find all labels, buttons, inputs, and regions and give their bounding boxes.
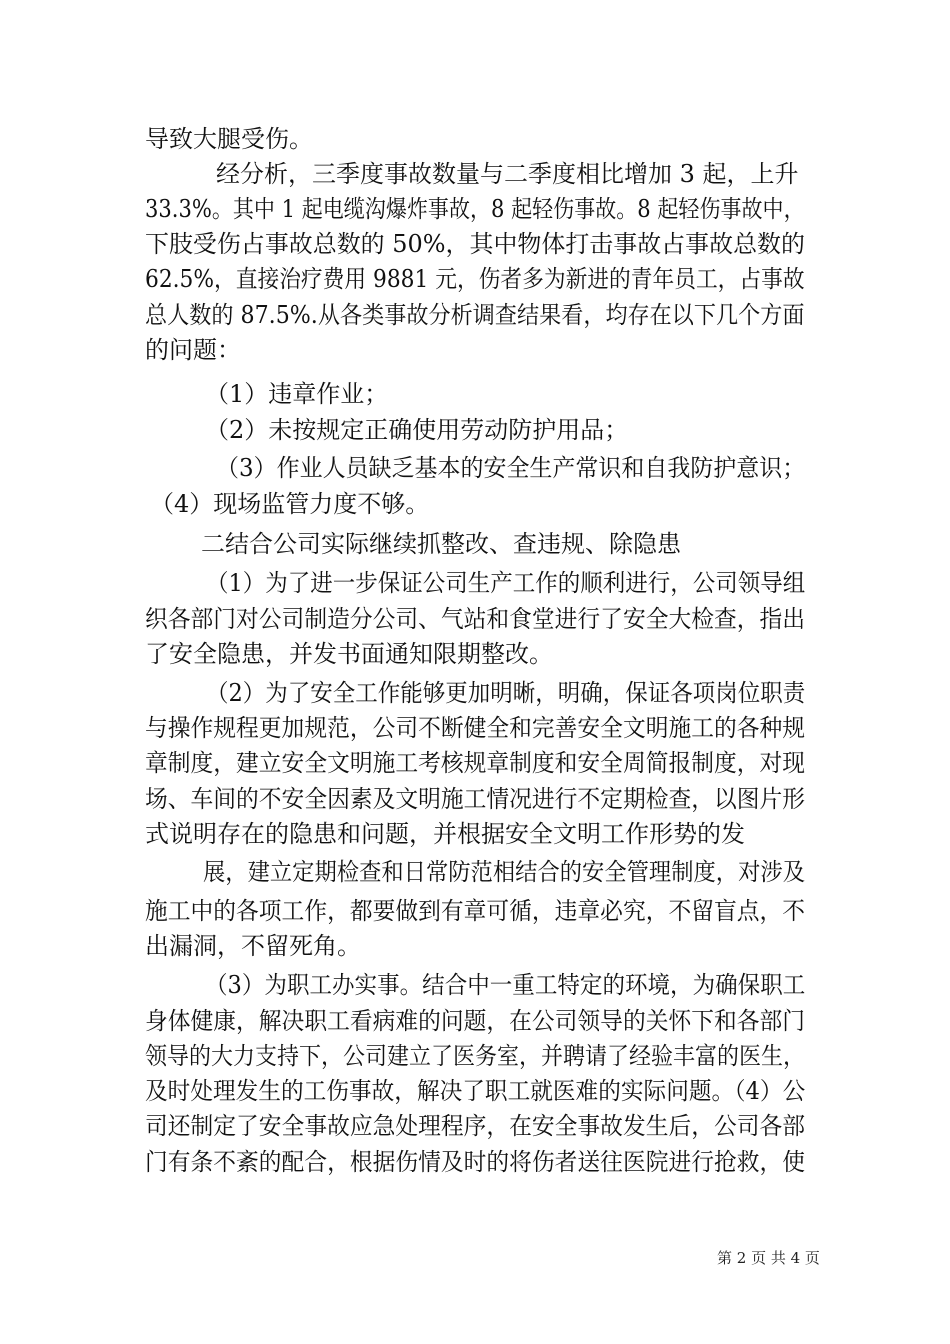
text-line: 经分析，三季度事故数量与二季度相比增加 3 起，上升 bbox=[216, 160, 799, 188]
list-item: （1）违章作业； bbox=[205, 380, 389, 408]
page-number: 第 2 页 共 4 页 bbox=[717, 1249, 820, 1267]
text-line: 总人数的 87.5%.从各类事故分析调查结果看，均存在以下几个方面 bbox=[145, 301, 805, 329]
text-line: 导致大腿受伤。 bbox=[145, 125, 313, 153]
text-line: 施工中的各项工作，都要做到有章可循，违章必究，不留盲点，不 bbox=[145, 897, 806, 925]
text-line: （2）为了安全工作能够更加明晰，明确，保证各项岗位职责 bbox=[206, 679, 806, 707]
text-line: 的问题： bbox=[145, 336, 241, 364]
text-line: 及时处理发生的工伤事故，解决了职工就医难的实际问题。（4）公 bbox=[145, 1077, 806, 1105]
text-line: （1）为了进一步保证公司生产工作的顺利进行，公司领导组 bbox=[206, 569, 806, 597]
text-line: 门有条不紊的配合，根据伤情及时的将伤者送往医院进行抢救，使 bbox=[145, 1148, 806, 1176]
text-line: 33.3%。其中 1 起电缆沟爆炸事故，8 起轻伤事故。8 起轻伤事故中， bbox=[145, 195, 805, 223]
text-line: 展，建立定期检查和日常防范相结合的安全管理制度，对涉及 bbox=[203, 858, 805, 886]
text-line: 出漏洞，不留死角。 bbox=[145, 932, 361, 960]
section-heading: 二结合公司实际继续抓整改、查违规、除隐患 bbox=[201, 530, 681, 558]
list-item: （4）现场监管力度不够。 bbox=[150, 490, 430, 518]
text-line: 司还制定了安全事故应急处理程序，在安全事故发生后，公司各部 bbox=[145, 1112, 806, 1140]
text-line: 身体健康，解决职工看病难的问题，在公司领导的关怀下和各部门 bbox=[145, 1007, 806, 1035]
text-line: 织各部门对公司制造分公司、气站和食堂进行了安全大检查，指出 bbox=[145, 605, 806, 633]
text-line: 了安全隐患，并发书面通知限期整改。 bbox=[145, 640, 553, 668]
text-line: 场、车间的不安全因素及文明施工情况进行不定期检查，以图片形 bbox=[145, 785, 806, 813]
text-line: 与操作规程更加规范，公司不断健全和完善安全文明施工的各种规 bbox=[145, 714, 806, 742]
list-item: （3）作业人员缺乏基本的安全生产常识和自我防护意识； bbox=[216, 454, 806, 482]
text-line: 章制度，建立安全文明施工考核规章制度和安全周简报制度，对现 bbox=[145, 749, 806, 777]
text-line: 62.5%，直接治疗费用 9881 元，伤者多为新进的青年员工，占事故 bbox=[145, 265, 805, 293]
text-line: 式说明存在的隐患和问题，并根据安全文明工作形势的发 bbox=[145, 820, 745, 848]
list-item: （2）未按规定正确使用劳动防护用品； bbox=[205, 416, 629, 444]
text-line: （3）为职工办实事。结合中一重工特定的环境，为确保职工 bbox=[205, 971, 806, 999]
text-line: 下肢受伤占事故总数的 50%，其中物体打击事故占事故总数的 bbox=[145, 230, 805, 258]
text-line: 领导的大力支持下，公司建立了医务室，并聘请了经验丰富的医生， bbox=[145, 1042, 806, 1070]
